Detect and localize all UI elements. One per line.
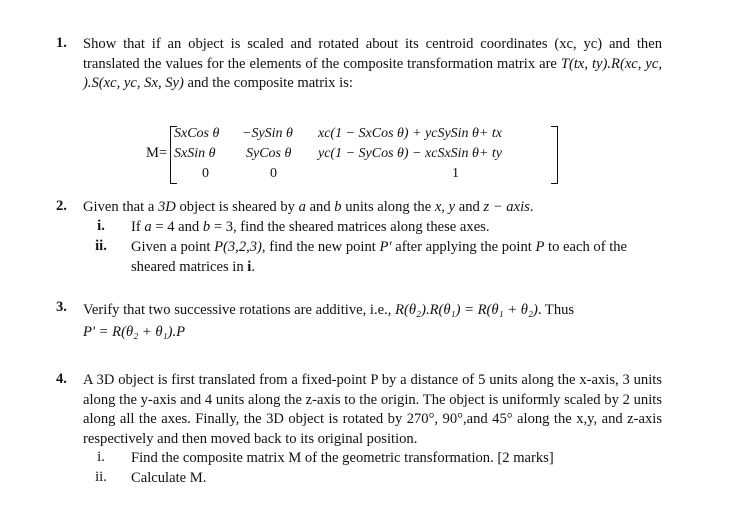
- q3-equation-2: P' = R(θ₂ + θ₁).P: [83, 324, 186, 340]
- q2-part-i-number: i.: [97, 218, 105, 234]
- q2ii-text-part: Given a point: [131, 239, 215, 255]
- q2i-var-a: a: [144, 219, 152, 235]
- question-2: [56, 198, 662, 218]
- q2-text-part: object is sheared by: [175, 199, 299, 215]
- question-1-text: [83, 35, 662, 94]
- q2-part-ii-number: ii.: [95, 238, 107, 254]
- q2i-text-part: If: [131, 219, 145, 235]
- q2-text-part: and: [455, 199, 484, 215]
- q2-text-part: Given that a: [83, 199, 158, 215]
- question-4-part-i: [56, 449, 636, 469]
- composite-matrix: [146, 124, 566, 186]
- q2-var-a: a: [298, 199, 306, 215]
- question-4-part-ii: [56, 469, 636, 489]
- question-1-body: Show that if an object is scaled and rotated about its centroid coordinates (xc, yc) and then translated the values for the elements of the composite transformation matrix are: [83, 36, 662, 72]
- q4-part-i-text: Find the composite matrix M of the geometric transformation. [2 marks]: [131, 450, 554, 466]
- q3-equation-1: R(θ₂).R(θ₁) = R(θ₁ + θ₂): [395, 302, 538, 318]
- matrix-cell-r1c3: xc(1 − SxCos θ) + ycSySin θ+ tx: [318, 126, 502, 141]
- q2i-text-part: = 4 and: [151, 219, 203, 235]
- question-3-number: 3.: [56, 299, 67, 315]
- matrix-label: M=: [146, 145, 168, 161]
- matrix-cell-r3c2: 0: [270, 166, 277, 181]
- q3-text: Verify that two successive rotations are additive, i.e.,: [83, 302, 396, 318]
- q2i-var-b: b: [202, 219, 211, 235]
- q2-var-b: b: [334, 199, 342, 215]
- q2ii-text-part: .: [251, 258, 256, 275]
- q2-3d: 3D: [157, 199, 176, 215]
- question-1: [56, 35, 662, 94]
- matrix-cell-r3c1: 0: [202, 166, 209, 181]
- q2ii-text-part: after applying the point: [391, 239, 536, 255]
- question-2-part-ii: [56, 238, 666, 277]
- question-1-body-end: and the composite matrix is:: [183, 75, 353, 91]
- q2-part-ii-text: [131, 238, 666, 277]
- q2-axes: x, y: [434, 199, 456, 215]
- q2ii-pprime: P′: [379, 239, 392, 255]
- question-4-number: 4.: [56, 371, 67, 387]
- question-1-number: 1.: [56, 35, 67, 51]
- q4-part-ii-text: Calculate M.: [131, 470, 207, 486]
- matrix-body: [170, 124, 558, 186]
- question-1-formula: T(tx, ty).R(xc, yc, ).S(xc, yc, Sx, Sy): [83, 55, 662, 91]
- question-4-text: A 3D object is first translated from a fixed-point P by a distance of 5 units along the x-axis, 3 units along the y-axis and 4 units along the z-axis to the origin. The object is uniformly scaled by 2 units along all the axes. Finally, the 3D object is rotated by 270°, 90°,and 45° along the x,y, and z-axis respectively and then moved back to its original position.: [83, 372, 662, 447]
- matrix-cell-r2c1: SxSin θ: [174, 146, 216, 161]
- question-3-text: [83, 299, 662, 343]
- q4-part-ii-number: ii.: [95, 469, 107, 485]
- q2ii-text-part: , find the new point: [261, 239, 380, 255]
- q2-text-part: and: [305, 199, 335, 215]
- q3-thus: . Thus: [537, 302, 575, 318]
- q2ii-point: P(3,2,3): [214, 239, 262, 255]
- question-2-text: [83, 198, 662, 218]
- q2-z-axis: z − axis: [483, 199, 530, 215]
- matrix-cell-r2c3: yc(1 − SyCos θ) − xcSxSin θ+ ty: [318, 146, 502, 161]
- question-4: [56, 371, 662, 449]
- question-3: [56, 299, 662, 343]
- matrix-right-bracket: [551, 126, 558, 184]
- question-2-number: 2.: [56, 198, 67, 214]
- matrix-cell-r3c3: 1: [452, 166, 459, 181]
- q2-part-i-text: [131, 218, 636, 238]
- matrix-cell-r1c2: −SySin θ: [242, 126, 293, 141]
- question-2-part-i: [56, 218, 636, 238]
- matrix-cell-r2c2: SyCos θ: [246, 146, 292, 161]
- q2-text-part: units along the: [341, 199, 435, 215]
- q2ii-text-part: to each of the sheared matrices in: [131, 239, 628, 275]
- q2ii-ref: i: [247, 258, 252, 275]
- q4-part-i-number: i.: [97, 449, 105, 465]
- q2i-text-part: = 3, find the sheared matrices along these axes.: [210, 219, 490, 235]
- q2ii-p: P: [535, 239, 545, 255]
- matrix-cell-r1c1: SxCos θ: [174, 126, 220, 141]
- q2-text-part: .: [529, 199, 534, 215]
